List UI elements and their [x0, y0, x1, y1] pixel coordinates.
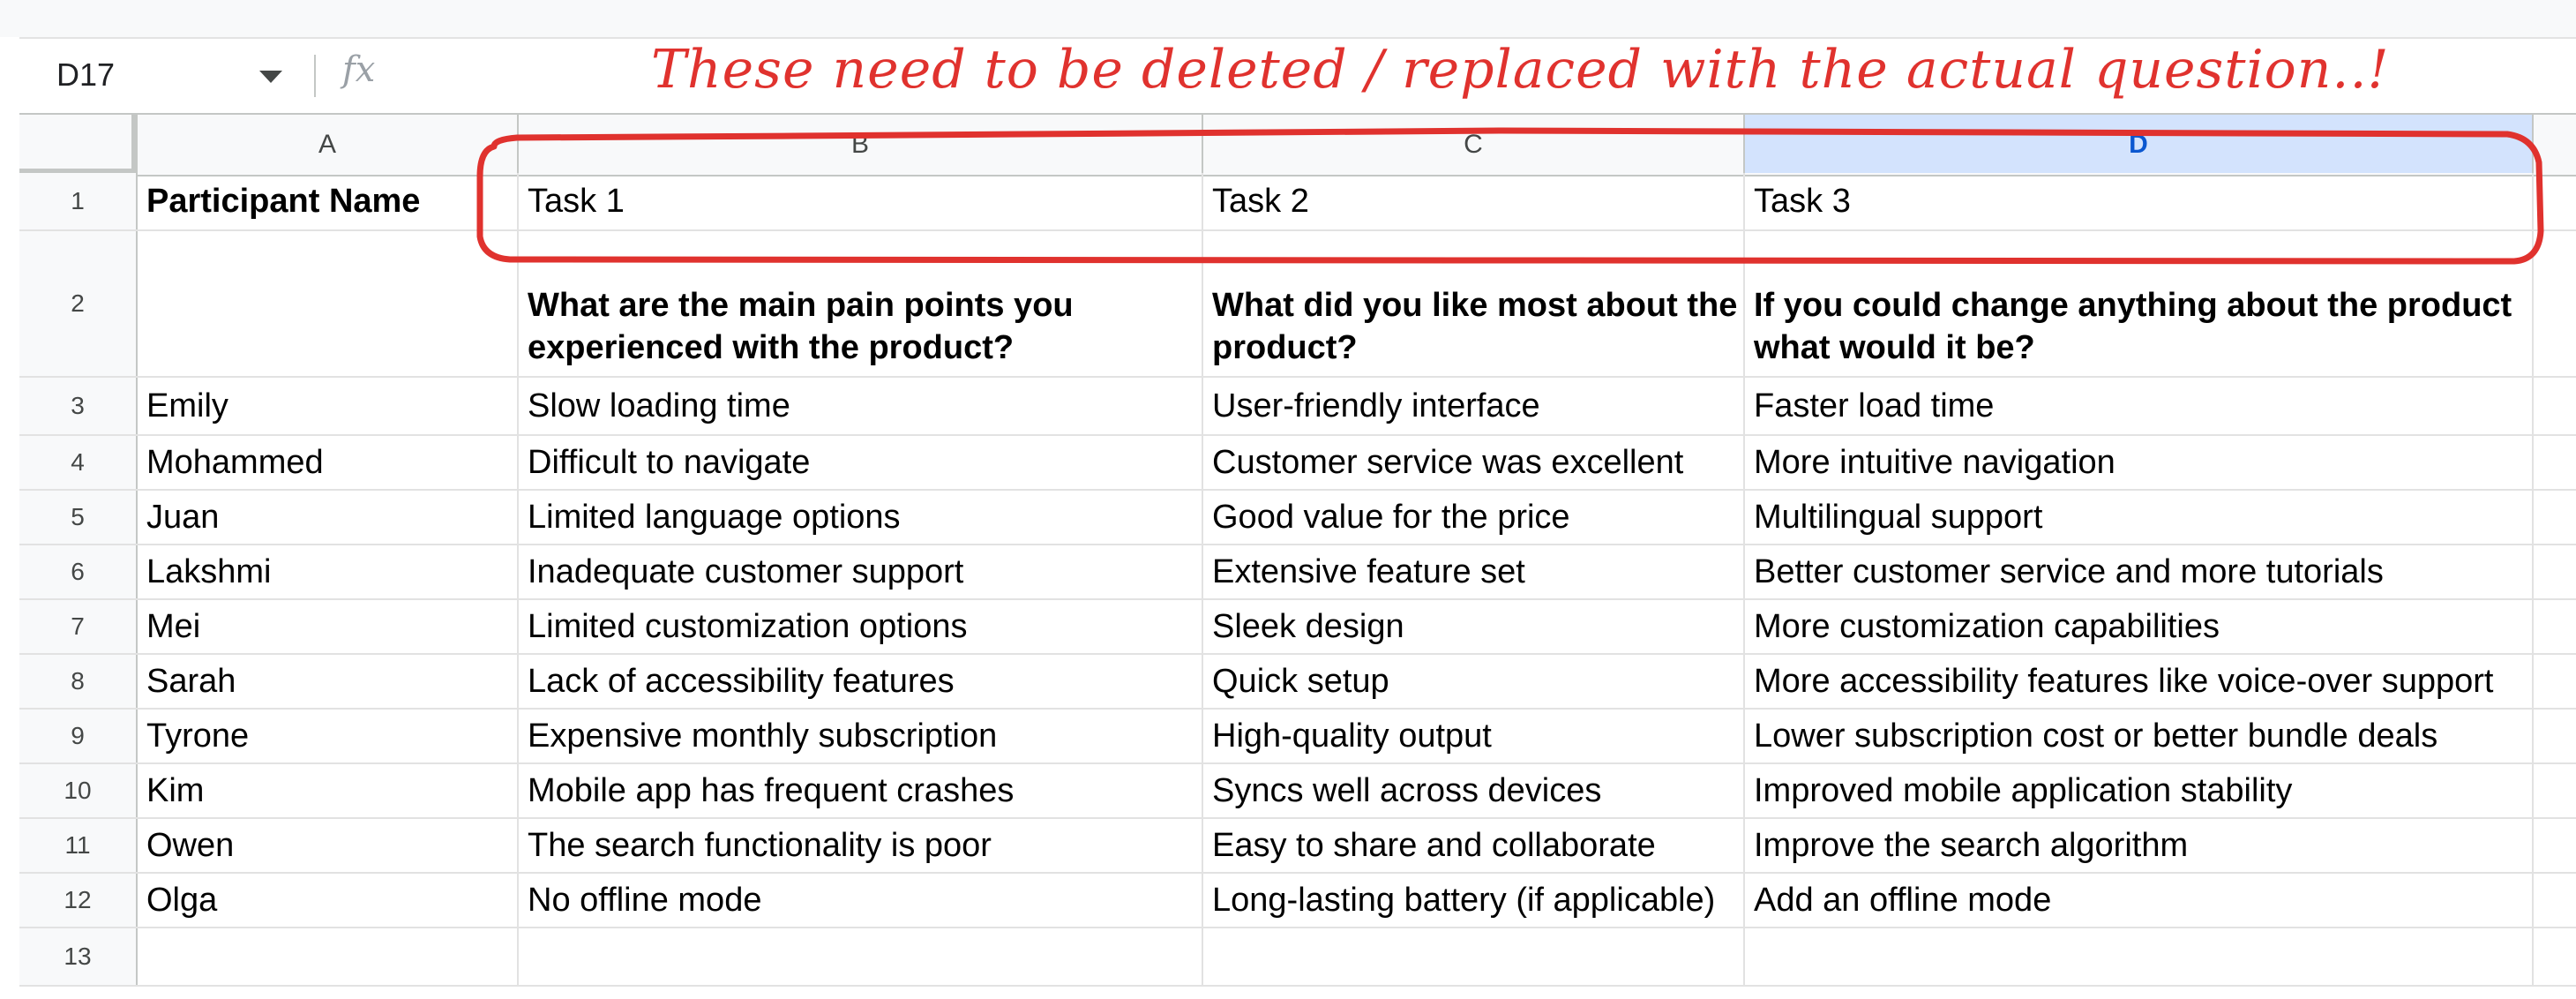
- cell-b6[interactable]: Inadequate customer support: [519, 545, 1203, 598]
- cell-a1[interactable]: Participant Name: [138, 173, 519, 229]
- cell-c1[interactable]: Task 2: [1203, 173, 1745, 229]
- cell-c3[interactable]: User-friendly interface: [1203, 378, 1745, 434]
- cell-c11[interactable]: Easy to share and collaborate: [1203, 819, 1745, 872]
- cell-d3[interactable]: Faster load time: [1745, 378, 2534, 434]
- row-header[interactable]: 11: [19, 819, 138, 872]
- row-header[interactable]: 9: [19, 710, 138, 762]
- table-row: [19, 231, 2576, 378]
- cell-b4[interactable]: Difficult to navigate: [519, 436, 1203, 489]
- table-row: [19, 491, 2576, 545]
- chevron-down-icon[interactable]: [259, 71, 282, 83]
- cell-d5[interactable]: Multilingual support: [1745, 491, 2534, 544]
- cell-c12[interactable]: Long-lasting battery (if applicable): [1203, 874, 1745, 927]
- cell-b9[interactable]: Expensive monthly subscription: [519, 710, 1203, 762]
- table-row: [19, 819, 2576, 874]
- cell-a6[interactable]: Lakshmi: [138, 545, 519, 598]
- row-header[interactable]: 1: [19, 173, 138, 229]
- cell-a5[interactable]: Juan: [138, 491, 519, 544]
- cell-b10[interactable]: Mobile app has frequent crashes: [519, 764, 1203, 817]
- cell-a11[interactable]: Owen: [138, 819, 519, 872]
- cell-a4[interactable]: Mohammed: [138, 436, 519, 489]
- row-header[interactable]: 5: [19, 491, 138, 544]
- cell-c6[interactable]: Extensive feature set: [1203, 545, 1745, 598]
- row-header[interactable]: 4: [19, 436, 138, 489]
- cell-c4[interactable]: Customer service was excellent: [1203, 436, 1745, 489]
- cell-d10[interactable]: Improved mobile application stability: [1745, 764, 2534, 817]
- spreadsheet-grid: [19, 113, 2576, 999]
- cell-a3[interactable]: Emily: [138, 378, 519, 434]
- table-row: [19, 655, 2576, 710]
- row-header[interactable]: 12: [19, 874, 138, 927]
- cell-c8[interactable]: Quick setup: [1203, 655, 1745, 708]
- cell-d7[interactable]: More customization capabilities: [1745, 600, 2534, 653]
- column-header-a[interactable]: A: [138, 115, 519, 173]
- cell-b13[interactable]: [519, 928, 1203, 985]
- row-header[interactable]: 6: [19, 545, 138, 598]
- cell-a2[interactable]: [138, 231, 519, 376]
- cell-b12[interactable]: No offline mode: [519, 874, 1203, 927]
- cell-d12[interactable]: Add an offline mode: [1745, 874, 2534, 927]
- cell-a12[interactable]: Olga: [138, 874, 519, 927]
- cell-d6[interactable]: Better customer service and more tutorials: [1745, 545, 2534, 598]
- cell-d4[interactable]: More intuitive navigation: [1745, 436, 2534, 489]
- cell-d2[interactable]: If you could change anything about the product what would it be?: [1745, 231, 2534, 376]
- formula-bar-divider: [314, 55, 316, 97]
- cell-a10[interactable]: Kim: [138, 764, 519, 817]
- cell-d13[interactable]: [1745, 928, 2534, 985]
- cell-c2[interactable]: What did you like most about the product?: [1203, 231, 1745, 376]
- row-header[interactable]: 3: [19, 378, 138, 434]
- cell-b1[interactable]: Task 1: [519, 173, 1203, 229]
- name-box[interactable]: D17: [56, 56, 116, 93]
- cell-d9[interactable]: Lower subscription cost or better bundle deals: [1745, 710, 2534, 762]
- cell-c9[interactable]: High-quality output: [1203, 710, 1745, 762]
- table-row: [19, 764, 2576, 819]
- row-header[interactable]: 7: [19, 600, 138, 653]
- table-row: [19, 436, 2576, 491]
- cell-a13[interactable]: [138, 928, 519, 985]
- column-header-c[interactable]: C: [1203, 115, 1745, 173]
- column-header-d[interactable]: D: [1745, 115, 2534, 173]
- table-row: [19, 173, 2576, 231]
- cell-b11[interactable]: The search functionality is poor: [519, 819, 1203, 872]
- table-row: [19, 710, 2576, 764]
- table-row: [19, 378, 2576, 436]
- cell-d1[interactable]: Task 3: [1745, 173, 2534, 229]
- cell-b7[interactable]: Limited customization options: [519, 600, 1203, 653]
- cell-d8[interactable]: More accessibility features like voice-over support: [1745, 655, 2534, 708]
- cell-d11[interactable]: Improve the search algorithm: [1745, 819, 2534, 872]
- column-header-bar: [19, 113, 2576, 177]
- row-header[interactable]: 13: [19, 928, 138, 985]
- row-header[interactable]: 2: [19, 231, 138, 376]
- cell-c7[interactable]: Sleek design: [1203, 600, 1745, 653]
- table-row: [19, 928, 2576, 987]
- table-row: [19, 874, 2576, 928]
- cell-a9[interactable]: Tyrone: [138, 710, 519, 762]
- fx-icon: fx: [342, 49, 376, 90]
- cell-c10[interactable]: Syncs well across devices: [1203, 764, 1745, 817]
- cell-b5[interactable]: Limited language options: [519, 491, 1203, 544]
- cell-b8[interactable]: Lack of accessibility features: [519, 655, 1203, 708]
- table-row: [19, 600, 2576, 655]
- cell-a8[interactable]: Sarah: [138, 655, 519, 708]
- annotation-note: These need to be deleted / replaced with the actual question..!: [651, 39, 2390, 101]
- cell-a7[interactable]: Mei: [138, 600, 519, 653]
- cell-b3[interactable]: Slow loading time: [519, 378, 1203, 434]
- window-top-strip: [0, 0, 2576, 37]
- cell-b2[interactable]: What are the main pain points you experienced with the product?: [519, 231, 1203, 376]
- row-header[interactable]: 8: [19, 655, 138, 708]
- cell-c13[interactable]: [1203, 928, 1745, 985]
- select-all-corner[interactable]: [19, 115, 138, 173]
- row-header[interactable]: 10: [19, 764, 138, 817]
- column-header-b[interactable]: B: [519, 115, 1203, 173]
- table-row: [19, 545, 2576, 600]
- cell-c5[interactable]: Good value for the price: [1203, 491, 1745, 544]
